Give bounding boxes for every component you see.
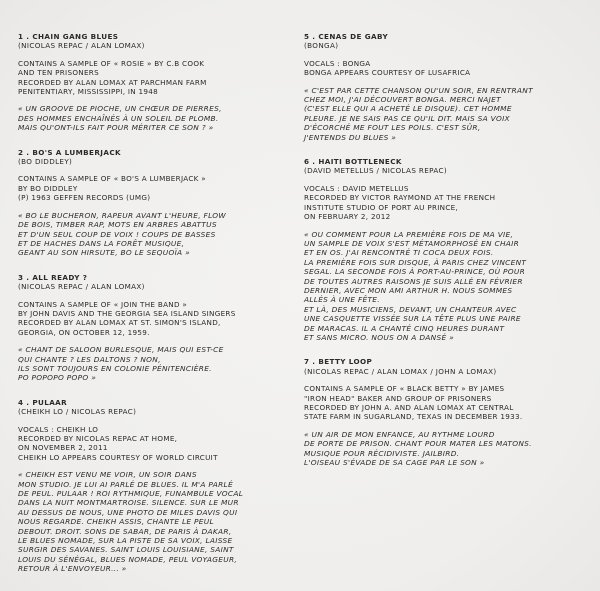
quote-line: ET LÀ, DES MUSICIENS, DEVANT, UN CHANTEUR AVEC <box>304 304 517 314</box>
right-column <box>304 32 588 482</box>
quote-line: « OU COMMENT POUR LA PREMIÈRE FOIS DE MA VIE, <box>304 229 514 239</box>
quote-line: ET DE HACHES DANS LA FORÊT MUSIQUE, <box>18 238 185 248</box>
quote-line: AU DESSUS DE NOUS, UNE PHOTO DE MILES DAVIS QUI <box>18 507 238 517</box>
quote-line: ALLÉS À UNE FÊTE. <box>304 295 380 305</box>
track-quote <box>18 211 286 258</box>
info-line: VOCALS : BONGA <box>304 58 371 68</box>
info-line: RECORDED BY ALAN LOMAX AT ST. SIMON'S ISLAND, <box>18 318 221 328</box>
info-line: GEORGIA, ON OCTOBER 12, 1959. <box>18 327 150 337</box>
quote-line: UNE CASQUETTE VISSÉE SUR LA TÊTE PLUS UNE PAIRE <box>304 314 521 324</box>
track-quote <box>18 104 286 132</box>
quote-line: LE BLUES NOMADE, SUR LA PISTE DE SA VOIX, LAISSE <box>18 536 233 546</box>
track-title: 4 . PULAAR <box>18 397 68 407</box>
track-title: 5 . CENAS DE GABY <box>304 32 389 41</box>
track-info <box>18 174 286 202</box>
track-title: 3 . ALL READY ? <box>18 272 88 282</box>
quote-line: RETOUR À L'ENVOYEUR... » <box>18 564 127 574</box>
track-title: 2 . BO'S A LUMBERJACK <box>18 147 121 157</box>
quote-line: DES HOMMES ENCHAÎNÉS À UN SOLEIL DE PLOMB. <box>18 113 219 123</box>
quote-line: ET EN OS. J'AI RENCONTRÉ TI COCA DEUX FOIS. <box>304 248 494 258</box>
quote-line: SURGIR DES SAVANES. SAINT LOUIS LOUISIANE, SAINT <box>18 545 234 555</box>
quote-line: J'ENTENDS DU BLUES » <box>304 132 397 142</box>
info-line: INSTITUTE STUDIO OF PORT AU PRINCE, <box>304 202 459 212</box>
info-line: BY BO DIDDLEY <box>18 183 78 193</box>
quote-line: UN SAMPLE DE VOIX S'EST MÉTAMORPHOSÉ EN CHAIR <box>304 238 520 248</box>
quote-line: L'OISEAU S'ÉVADE DE SA CAGE PAR LE SON » <box>304 458 485 468</box>
info-line: CONTAINS A SAMPLE OF « ROSIE » BY C.B COOK <box>18 58 205 68</box>
track-credits: (NICOLAS REPAC / ALAN LOMAX) <box>18 282 145 292</box>
quote-line: D'ÉCORCHÉ ME FOUT LES POILS. C'EST SÛR, <box>304 123 481 133</box>
track-entry <box>304 32 588 142</box>
track-info <box>18 300 286 338</box>
left-column <box>18 32 286 589</box>
track-quote <box>18 470 286 573</box>
info-line: BONGA APPEARS COURTESY OF LUSAFRICA <box>304 68 471 78</box>
info-line: RECORDED BY NICOLAS REPAC AT HOME, <box>18 434 178 443</box>
info-line: VOCALS : DAVID METELLUS <box>304 183 409 193</box>
track-credits: (NICOLAS REPAC / ALAN LOMAX / JOHN A LOMAX) <box>304 366 497 376</box>
quote-line: DE BOIS, TIMBER RAP, MOTS EN ARBRES ABATTUS <box>18 220 217 230</box>
quote-line: MAIS QU'ONT-ILS FAIT POUR MÉRITER CE SON ? » <box>18 123 214 133</box>
track-credits: (BONGA) <box>304 41 339 51</box>
info-line: STATE FARM IN SUGARLAND, TEXAS IN DECEMBER 1933. <box>304 412 523 422</box>
quote-line: MUSIQUE POUR RÉCIDIVISTE. JAILBIRD. <box>304 448 460 458</box>
quote-line: PO POPOPO POPO » <box>18 373 97 383</box>
info-line: BY JOHN DAVIS AND THE GEORGIA SEA ISLAND SINGERS <box>18 308 236 318</box>
quote-line: QUI CHANTE ? LES DALTONS ? NON, <box>18 354 161 364</box>
info-line: AND TEN PRISONERS <box>18 68 99 78</box>
track-title: 7 . BETTY LOOP <box>304 357 373 367</box>
info-line: CHEIKH LO APPEARS COURTESY OF WORLD CIRCUIT <box>18 452 218 462</box>
track-credits: (DAVID METELLUS / NICOLAS REPAC) <box>304 166 447 176</box>
track-quote <box>18 345 286 383</box>
info-line: CONTAINS A SAMPLE OF « JOIN THE BAND » <box>18 299 188 309</box>
info-line: ON FEBRUARY 2, 2012 <box>304 212 391 222</box>
track-credits: (CHEIKH LO / NICOLAS REPAC) <box>18 407 137 417</box>
quote-line: ET D'UN SEUL COUP DE VOIX ! COUPS DE BASSES <box>18 229 216 239</box>
quote-line: LA PREMIÈRE FOIS SUR DISQUE, À PARIS CHEZ VINCENT <box>304 257 527 267</box>
info-line: (P) 1963 GEFFEN RECORDS (UMG) <box>18 193 151 203</box>
quote-line: GEANT AU SON HIRSUTE, BO LE SEQUOÏA » <box>18 248 190 258</box>
quote-line: (C'EST ELLE QUI A ACHETÉ LE DISQUE). CET HOMME <box>304 104 512 114</box>
track-entry <box>18 148 286 258</box>
track-title: 6 . HAITI BOTTLENECK <box>304 157 402 167</box>
quote-line: SEGAL. LA SECONDE FOIS À PORT-AU-PRINCE, OÙ POUR <box>304 267 526 277</box>
track-info <box>18 425 286 463</box>
quote-line: ILS SONT TOUJOURS EN COLONIE PÉNITENCIÈRE. <box>18 363 212 373</box>
quote-line: DERNIER, AVEC MON AMI ARTHUR H. NOUS SOMMES <box>304 285 513 295</box>
track-entry <box>304 357 588 467</box>
quote-line: DE PEUL. PULAAR ! ROI RYTHMIQUE, FUNAMBULE VOCAL <box>18 489 244 499</box>
track-title: 1 . CHAIN GANG BLUES <box>18 32 119 41</box>
quote-line: « UN AIR DE MON ENFANCE, AU RYTHME LOURD <box>304 429 495 439</box>
info-line: CONTAINS A SAMPLE OF « BO'S A LUMBERJACK » <box>18 174 206 184</box>
quote-line: LOUIS DU SÉNÉGAL, BLUES NOMADE, PEUL VOYAGEUR, <box>18 554 238 564</box>
quote-line: CHEZ MOI, J'AI DÉCOUVERT BONGA. MERCI NAJET <box>304 95 501 105</box>
info-line: VOCALS : CHEIKH LO <box>18 424 99 434</box>
info-line: CONTAINS A SAMPLE OF « BLACK BETTY » BY JAMES <box>304 384 505 394</box>
track-quote <box>304 430 588 468</box>
quote-line: DANS LA NUIT MONTMARTROISE. SILENCE. SUR LE MUR <box>18 498 239 508</box>
info-line: ON NOVEMBER 2, 2011 <box>18 443 108 453</box>
track-info <box>304 59 588 78</box>
track-credits: (NICOLAS REPAC / ALAN LOMAX) <box>18 41 145 51</box>
track-quote <box>304 86 588 142</box>
track-quote <box>304 230 588 343</box>
track-credits: (BO DIDDLEY) <box>18 157 73 167</box>
quote-line: PLEURE. JE NE SAIS PAS CE QU'IL DIT. MAIS SA VOIX <box>304 113 510 123</box>
quote-line: NOUS REGARDE. CHEIKH ASSIS, CHANTE LE PEUL <box>18 517 214 527</box>
quote-line: MON STUDIO. JE LUI AI PARLÉ DE BLUES. IL M'A PARLÉ <box>18 479 233 489</box>
track-info <box>18 59 286 97</box>
quote-line: « CHANT DE SALOON BURLESQUE, MAIS QUI EST-CE <box>18 345 224 355</box>
info-line: "IRON HEAD" BAKER AND GROUP OF PRISONERS <box>304 393 492 403</box>
track-entry <box>304 157 588 342</box>
track-entry <box>18 398 286 574</box>
info-line: RECORDED BY VICTOR RAYMOND AT THE FRENCH <box>304 193 496 203</box>
quote-line: DE PORTE DE PRISON. CHANT POUR MATER LES MATONS. <box>304 439 532 449</box>
info-line: PENITENTIARY, MISSISSIPPI, IN 1948 <box>18 87 159 97</box>
quote-line: « C'EST PAR CETTE CHANSON QU'UN SOIR, EN RENTRANT <box>304 85 533 95</box>
quote-line: « UN GROOVE DE PIOCHE, UN CHŒUR DE PIERRES, <box>18 104 222 114</box>
track-entry <box>18 273 286 383</box>
info-line: RECORDED BY JOHN A. AND ALAN LOMAX AT CENTRAL <box>304 403 514 412</box>
quote-line: DE TOUTES AUTRES RAISONS JE SUIS ALLÉ EN FÉVRIER <box>304 276 523 286</box>
quote-line: DE MARACAS. IL A CHANTÉ CINQ HEURES DURANT <box>304 323 505 333</box>
quote-line: « CHEIKH EST VENU ME VOIR, UN SOIR DANS <box>18 470 197 480</box>
track-entry <box>18 32 286 133</box>
track-info <box>304 184 588 222</box>
track-info <box>304 384 588 422</box>
quote-line: « BO LE BUCHERON, RAPEUR AVANT L'HEURE, FLOW <box>18 210 226 220</box>
info-line: RECORDED BY ALAN LOMAX AT PARCHMAN FARM <box>18 77 207 87</box>
quote-line: ET SANS MICRO. NOUS ON A DANSÉ » <box>304 332 454 342</box>
quote-line: DEBOUT. DROIT. SONS DE SABAR, DE PARIS À DAKAR, <box>18 526 232 536</box>
